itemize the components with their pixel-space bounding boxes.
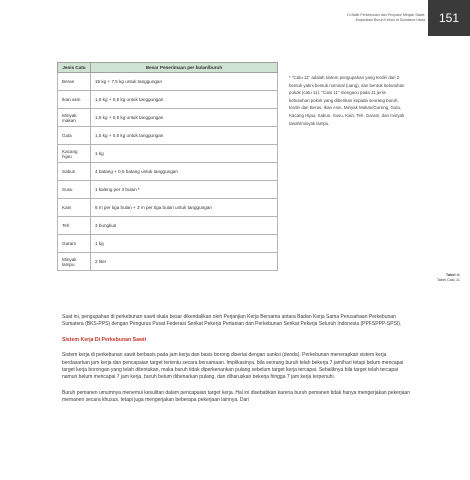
paragraph-2: Sistem kerja di perkebunan sawit berbasis pada jam kerja dan basis borong disertai dengan sanksi (denda). Perkebunan menerapkan sistem kerja berdasarkan jam kerja dan pencapaian target tertentu secara bersamaan. Implikasinya, bila seorang buruh telah bekerja 7 jam/hari tetapi belum mencapai target kerja borongan yang telah ditentukan, maka buruh tidak diperkenankan pulang sebelum target kerja tercapai. Sebaliknya bila target telah tercapai namun belum mencapai 7 jam kerja, buruh belum dibenarkan pulang, dan diharuskan bekerja hingga 7 jam kerja terpenuhi. — [62, 352, 404, 381]
paragraph-3: Buruh pemanen umumnya menemui kesulitan dalam pencapaian target kerja. Hal ini disebabkan karena buruh pemanen tidak hanya mengerjakan pekerjaan memanen secara khusus, tetapi juga mengerjakan beberapa pekerjaan lainnya. Dari — [62, 389, 410, 404]
cell-besar: 1 kg — [91, 235, 278, 253]
cell-jenis: Teh — [58, 217, 91, 235]
caption-line2: Tabel Catu 11 — [436, 278, 460, 282]
cell-besar: 1,5 kg + 0,5 kg untuk tanggungan — [91, 109, 278, 127]
cell-jenis: Minyak makan — [58, 109, 91, 127]
cell-besar: 6 m per tiga bulan + 3 m per tiga bulan untuk tanggungan — [91, 199, 278, 217]
page-number: 151 — [428, 0, 470, 36]
cell-besar: 4 batang + 0,5 batang untuk tanggungan — [91, 163, 278, 181]
cell-jenis: Kacang hijau — [58, 145, 91, 163]
table-row — [58, 109, 278, 127]
table-row — [58, 235, 278, 253]
running-header-line1: Di Balik Perkebunan dan Penyalur Minyak Sawit: — [347, 13, 425, 17]
cell-besar: 1,5 kg + 0,5 kg untuk tanggungan — [91, 127, 278, 145]
table-row — [58, 217, 278, 235]
cell-jenis: Susu — [58, 181, 91, 199]
table-row — [58, 181, 278, 199]
caption-line1: Tabel 4: — [445, 273, 460, 277]
table-row — [58, 73, 278, 91]
col-header-jenis: Jenis Catu — [58, 63, 91, 73]
cell-jenis: Sabun — [58, 163, 91, 181]
table-row — [58, 91, 278, 109]
running-header — [347, 13, 425, 23]
section-heading: Sistem Kerja Di Perkebunan Sawit — [62, 336, 147, 343]
col-header-besar: Besar Penerimaan per bulan/buruh — [91, 63, 278, 73]
table-caption — [437, 273, 460, 283]
cell-jenis: Minyak lampu — [58, 253, 91, 271]
table-row — [58, 163, 278, 181]
cell-jenis: Garam — [58, 235, 91, 253]
body-text — [62, 314, 410, 413]
side-note: * "Catu 11" adalah sistem pengupahan yang terdiri dari 2 bentuk yakni bentuk nominal (uang), dan bentuk kebutuhan pokok (catu 11). "Catu 11" mengacu pada 11 jenis kebutuhan pokok yang diberikan kepada seorang buruh, terdiri dari Beras, Ikan Asin, Minyak Makan/Goreng, Gula, Kacang Hijau, Sabun, Susu, Kain, Teh, Garam, dan minyak tanah/minyak lampu. — [289, 75, 405, 126]
running-header-line2: Eksploitasi Buruh Kebun di Sumatera Utara — [355, 18, 425, 22]
cell-jenis: Gula — [58, 127, 91, 145]
catu-table — [57, 62, 278, 271]
cell-jenis: Kain — [58, 199, 91, 217]
cell-besar: 2 liter — [91, 253, 278, 271]
table-row — [58, 145, 278, 163]
page-header — [0, 0, 470, 36]
table-row — [58, 199, 278, 217]
cell-besar: 3 bungkus — [91, 217, 278, 235]
cell-jenis: Beras — [58, 73, 91, 91]
table-row — [58, 253, 278, 271]
table-row — [58, 127, 278, 145]
cell-besar: 1 kg — [91, 145, 278, 163]
paragraph-1: Saat ini, pengupahan di perkebunan sawit skala besar dikendalikan oleh Perjanjian Kerja Bersama antara Badan Kerja Sama Perusahaan Perkebunan Sumatera (BKS-PPS) dengan Pengurus Pusat Federasi Serikat Pekerja Pertanian dan Perkebunan Serikat Pekerja Seluruh Indonesia (PPFSPPP-SPSI). — [62, 314, 402, 328]
cell-jenis: Ikan asin — [58, 91, 91, 109]
table-header-row — [58, 63, 278, 73]
cell-besar: 1,5 kg + 0,5 kg untuk tanggungan — [91, 91, 278, 109]
cell-besar: 1 kaleng per 3 bulan * — [91, 181, 278, 199]
cell-besar: 15 kg + 7,5 kg untuk tanggungan — [91, 73, 278, 91]
